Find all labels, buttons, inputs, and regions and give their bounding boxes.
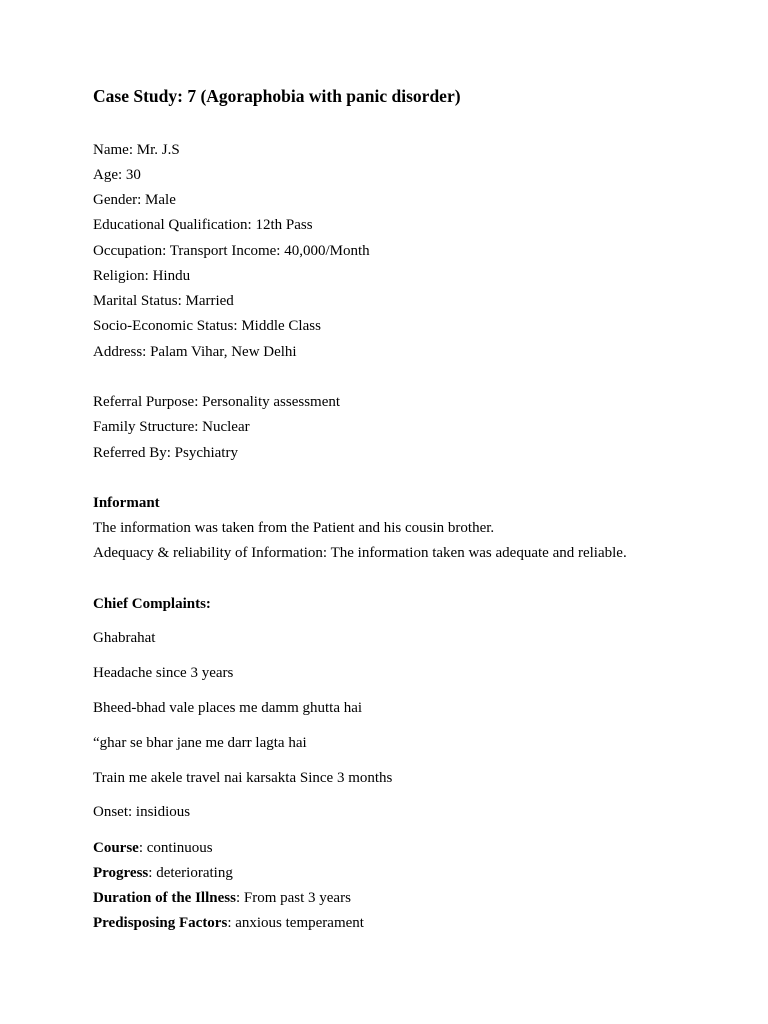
chief-complaints-heading: Chief Complaints: <box>93 596 211 612</box>
predisposing-factors-line <box>93 913 364 933</box>
complaint-item: Train me akele travel nai karsakta Since 3 months <box>93 770 393 786</box>
complaint-item: Headache since 3 years <box>93 665 234 681</box>
religion-line: Religion: Hindu <box>93 268 191 284</box>
predisposing-factors-label: Predisposing Factors <box>93 915 228 931</box>
family-structure-line: Family Structure: Nuclear <box>93 419 250 435</box>
referred-by-line: Referred By: Psychiatry <box>93 445 238 461</box>
informant-adequacy-line: Adequacy & reliability of Information: The information taken was adequate and reliable. <box>93 545 627 561</box>
complaint-item: Bheed-bhad vale places me damm ghutta hai <box>93 700 363 716</box>
name-line: Name: Mr. J.S <box>93 142 180 158</box>
course-line <box>93 838 213 858</box>
socio-economic-line: Socio-Economic Status: Middle Class <box>93 318 321 334</box>
duration-value: : From past 3 years <box>235 890 351 906</box>
referral-purpose-line: Referral Purpose: Personality assessment <box>93 394 341 410</box>
education-line: Educational Qualification: 12th Pass <box>93 217 313 233</box>
occupation-line: Occupation: Transport Income: 40,000/Month <box>93 243 370 259</box>
onset-line: Onset: insidious <box>93 804 191 820</box>
gender-line: Gender: Male <box>93 192 176 208</box>
predisposing-factors-value: : anxious temperament <box>227 915 364 931</box>
duration-line <box>93 888 351 908</box>
address-line: Address: Palam Vihar, New Delhi <box>93 344 297 360</box>
informant-source-line: The information was taken from the Patient and his cousin brother. <box>93 520 495 536</box>
progress-line <box>93 863 233 883</box>
course-value: : continuous <box>138 840 213 856</box>
duration-label: Duration of the Illness <box>93 890 236 906</box>
progress-value: : deteriorating <box>148 865 233 881</box>
course-label: Course <box>93 840 139 856</box>
marital-status-line: Marital Status: Married <box>93 293 234 309</box>
informant-heading: Informant <box>93 495 160 511</box>
complaint-item: “ghar se bhar jane me darr lagta hai <box>93 735 307 751</box>
complaint-item: Ghabrahat <box>93 630 156 646</box>
progress-label: Progress <box>93 865 149 881</box>
document-title: Case Study: 7 (Agoraphobia with panic disorder) <box>93 86 461 106</box>
age-line: Age: 30 <box>93 167 141 183</box>
